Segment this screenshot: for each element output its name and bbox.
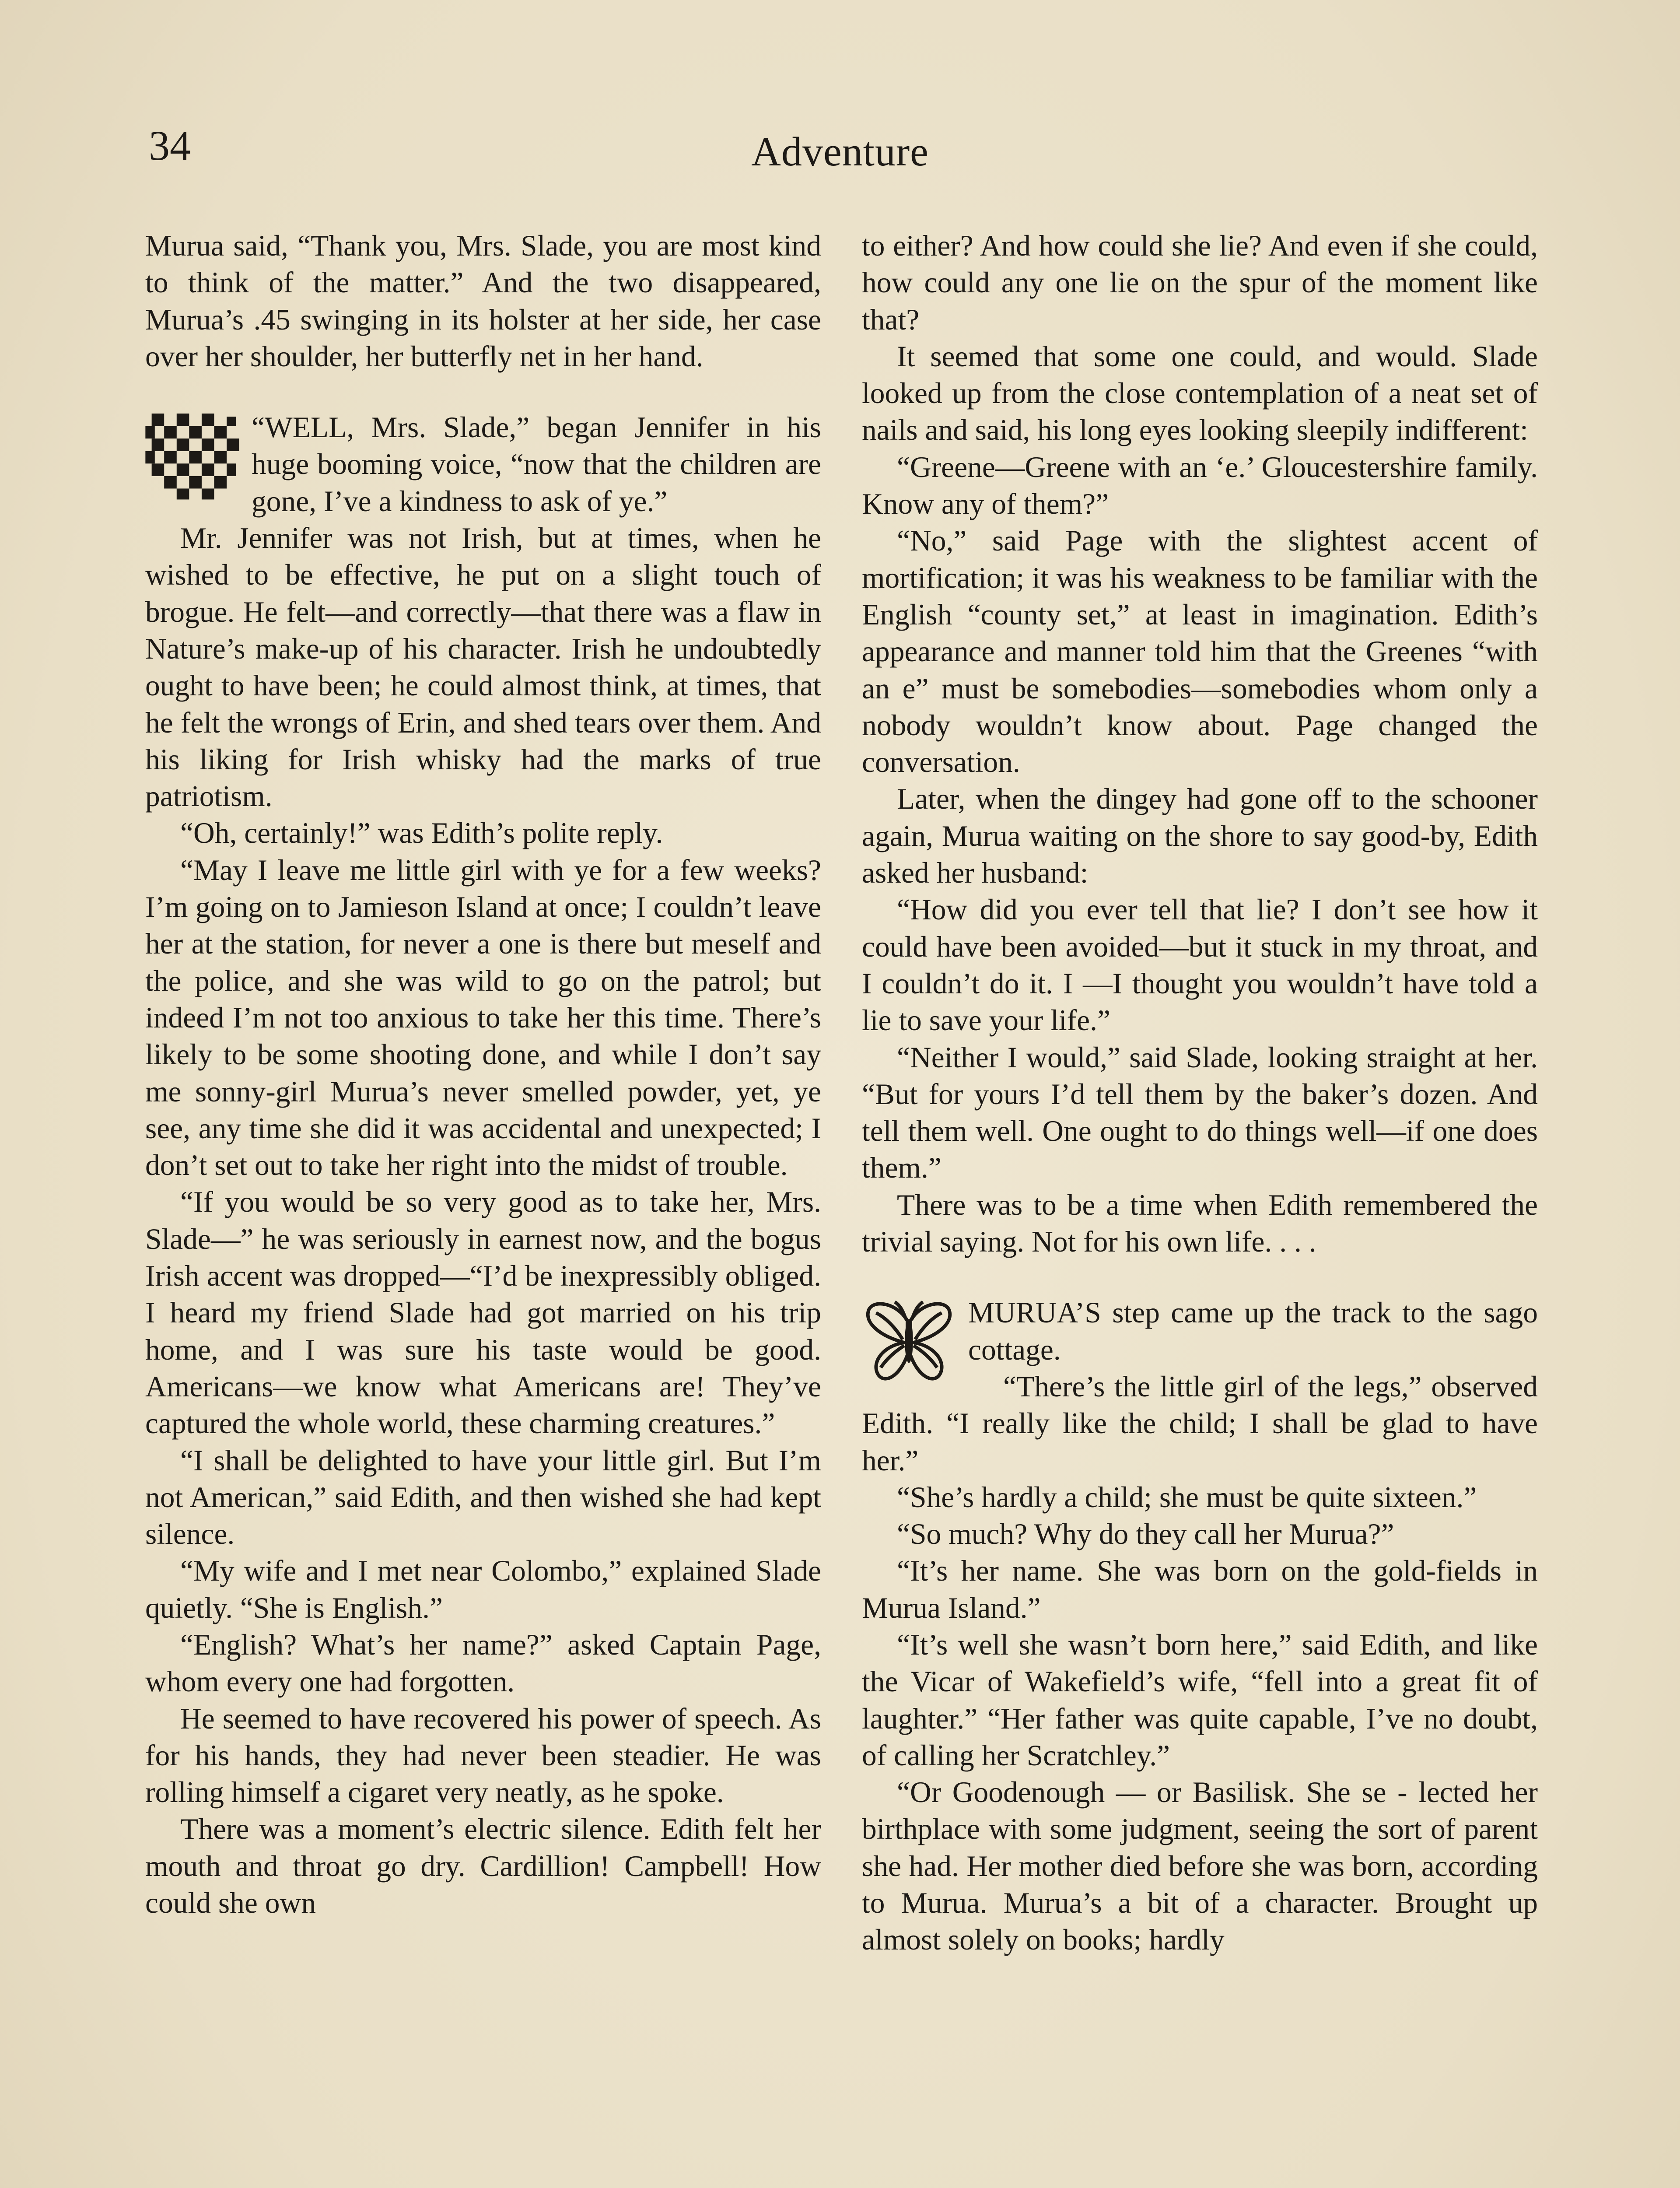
paragraph: “If you would be so very good as to take her, Mrs. Slade—” he was seriously in earnest now, and the bogus Irish accent was dropped—“I’d be inexpressibly obliged. I heard my friend Slade had got married on his trip home, and I was sure his taste would be good. Americans—we know what Americans are! They’ve captured the whole world, these charming creatures.” xyxy=(145,1185,821,1440)
paragraph: “My wife and I met near Colombo,” explained Slade quietly. “She is English.” xyxy=(145,1554,821,1624)
left-column xyxy=(145,228,821,1922)
paragraph: Mr. Jennifer was not Irish, but at times, when he wished to be effective, he put on a slight touch of brogue. He felt—and correctly—that there was a flaw in Nature’s make-up of his character. Irish he undoubtedly ought to have been; he could almost think, at times, that he felt the wrongs of Erin, and shed tears over them. And his liking for Irish whisky had the marks of true patriotism. xyxy=(145,522,821,813)
paragraph: “Oh, certainly!” was Edith’s polite reply. xyxy=(180,817,663,850)
paragraph: “It’s her name. She was born on the gold-fields in Murua Island.” xyxy=(862,1554,1538,1624)
paragraph: MURUA’S step came up the track to the sago cottage. xyxy=(968,1296,1538,1366)
paragraph: “WELL, Mrs. Slade,” began Jennifer in his huge booming voice, “now that the children are gone, I’ve a kindness to ask of ye.” xyxy=(252,411,821,518)
paragraph: “There’s the little girl of the legs,” observed Edith. “I really like the child; I shall be glad to have her.” xyxy=(862,1370,1538,1477)
paragraph: “No,” said Page with the slightest accent of mortification; it was his weakness to be familiar with the English “county set,” at least in imagination. Edith’s appearance and manner told him that the Greenes “with an e” must be somebodies—somebodies whom only a nobody wouldn’t know about. Page changed the conversation. xyxy=(862,524,1538,779)
butterfly-icon xyxy=(862,1299,956,1386)
paragraph: to either? And how could she lie? And even if she could, how could any one lie on the spur of the moment like that? xyxy=(862,229,1538,336)
section-opening xyxy=(862,1294,1538,1479)
page-number: 34 xyxy=(149,122,191,169)
section-break xyxy=(862,1260,1538,1294)
paragraph: There was a moment’s electric silence. Edith felt her mouth and throat go dry. Cardillion! Campbell! How could she own xyxy=(145,1813,821,1920)
section-break xyxy=(145,375,821,409)
paragraph: “Greene—Greene with an ‘e.’ Gloucestershire family. Know any of them?” xyxy=(862,450,1538,521)
paragraph: “Or Goodenough — or Basilisk. She se - lected her birthplace with some judgment, seeing the sort of parent she had. Her mother died before she was born, according to Murua. Murua’s a bit of a character. Brought up almost solely on books; hardly xyxy=(862,1776,1538,1957)
right-column xyxy=(862,228,1538,1959)
paragraph: “It’s well she wasn’t born here,” said Edith, and like the Vicar of Wakefield’s wife, “fell into a great fit of laughter.” “Her father was quite capable, I’ve no doubt, of calling her Scratchley.” xyxy=(862,1628,1538,1772)
paragraph: “I shall be delighted to have your little girl. But I’m not American,” said Edith, and then wished she had kept silence. xyxy=(145,1444,821,1551)
checkered-ornament-icon xyxy=(145,414,239,501)
paragraph: There was to be a time when Edith remembered the trivial saying. Not for his own life. . . . xyxy=(862,1188,1538,1259)
paragraph: It seemed that some one could, and would. Slade looked up from the close contemplation of a neat set of nails and said, his long eyes looking sleepily indifferent: xyxy=(862,340,1538,447)
paragraph: “May I leave me little girl with ye for a few weeks? I’m going on to Jamieson Island at once; I couldn’t leave her at the station, for never a one is there but meself and the police, and she was wild to go on the patrol; but indeed I’m not too anxious to take her this time. There’s likely to be some shooting done, and while I don’t say me sonny-girl Murua’s never smelled powder, yet, ye see, any time she did it was accidental and unexpected; I don’t set out to take her right into the midst of trouble. xyxy=(145,853,821,1182)
paragraph: “How did you ever tell that lie? I don’t see how it could have been avoided—but it stuck in my throat, and I couldn’t do it. I —I thought you wouldn’t have told a lie to save your life.” xyxy=(862,893,1538,1037)
paragraph: He seemed to have recovered his power of speech. As for his hands, they had never been steadier. He was rolling himself a cigaret very neatly, as he spoke. xyxy=(145,1702,821,1809)
paragraph: “English? What’s her name?” asked Captain Page, whom every one had forgotten. xyxy=(145,1628,821,1698)
section-opening xyxy=(145,409,821,520)
paragraph: Later, when the dingey had gone off to the schooner again, Murua waiting on the shore to say good-by, Edith asked her husband: xyxy=(862,782,1538,890)
paragraph: Murua said, “Thank you, Mrs. Slade, you are most kind to think of the matter.” And the two disappeared, Murua’s .45 swinging in its holster at her side, her case over her shoulder, her butterfly net in her hand. xyxy=(145,229,821,373)
paragraph: “So much? Why do they call her Murua?” xyxy=(897,1518,1394,1551)
running-title: Adventure xyxy=(751,129,929,175)
paragraph: “She’s hardly a child; she must be quite sixteen.” xyxy=(897,1480,1477,1514)
paragraph: “Neither I would,” said Slade, looking straight at her. “But for yours I’d tell them by the baker’s dozen. And tell them well. One ought to do things well—if one does them.” xyxy=(862,1041,1538,1185)
